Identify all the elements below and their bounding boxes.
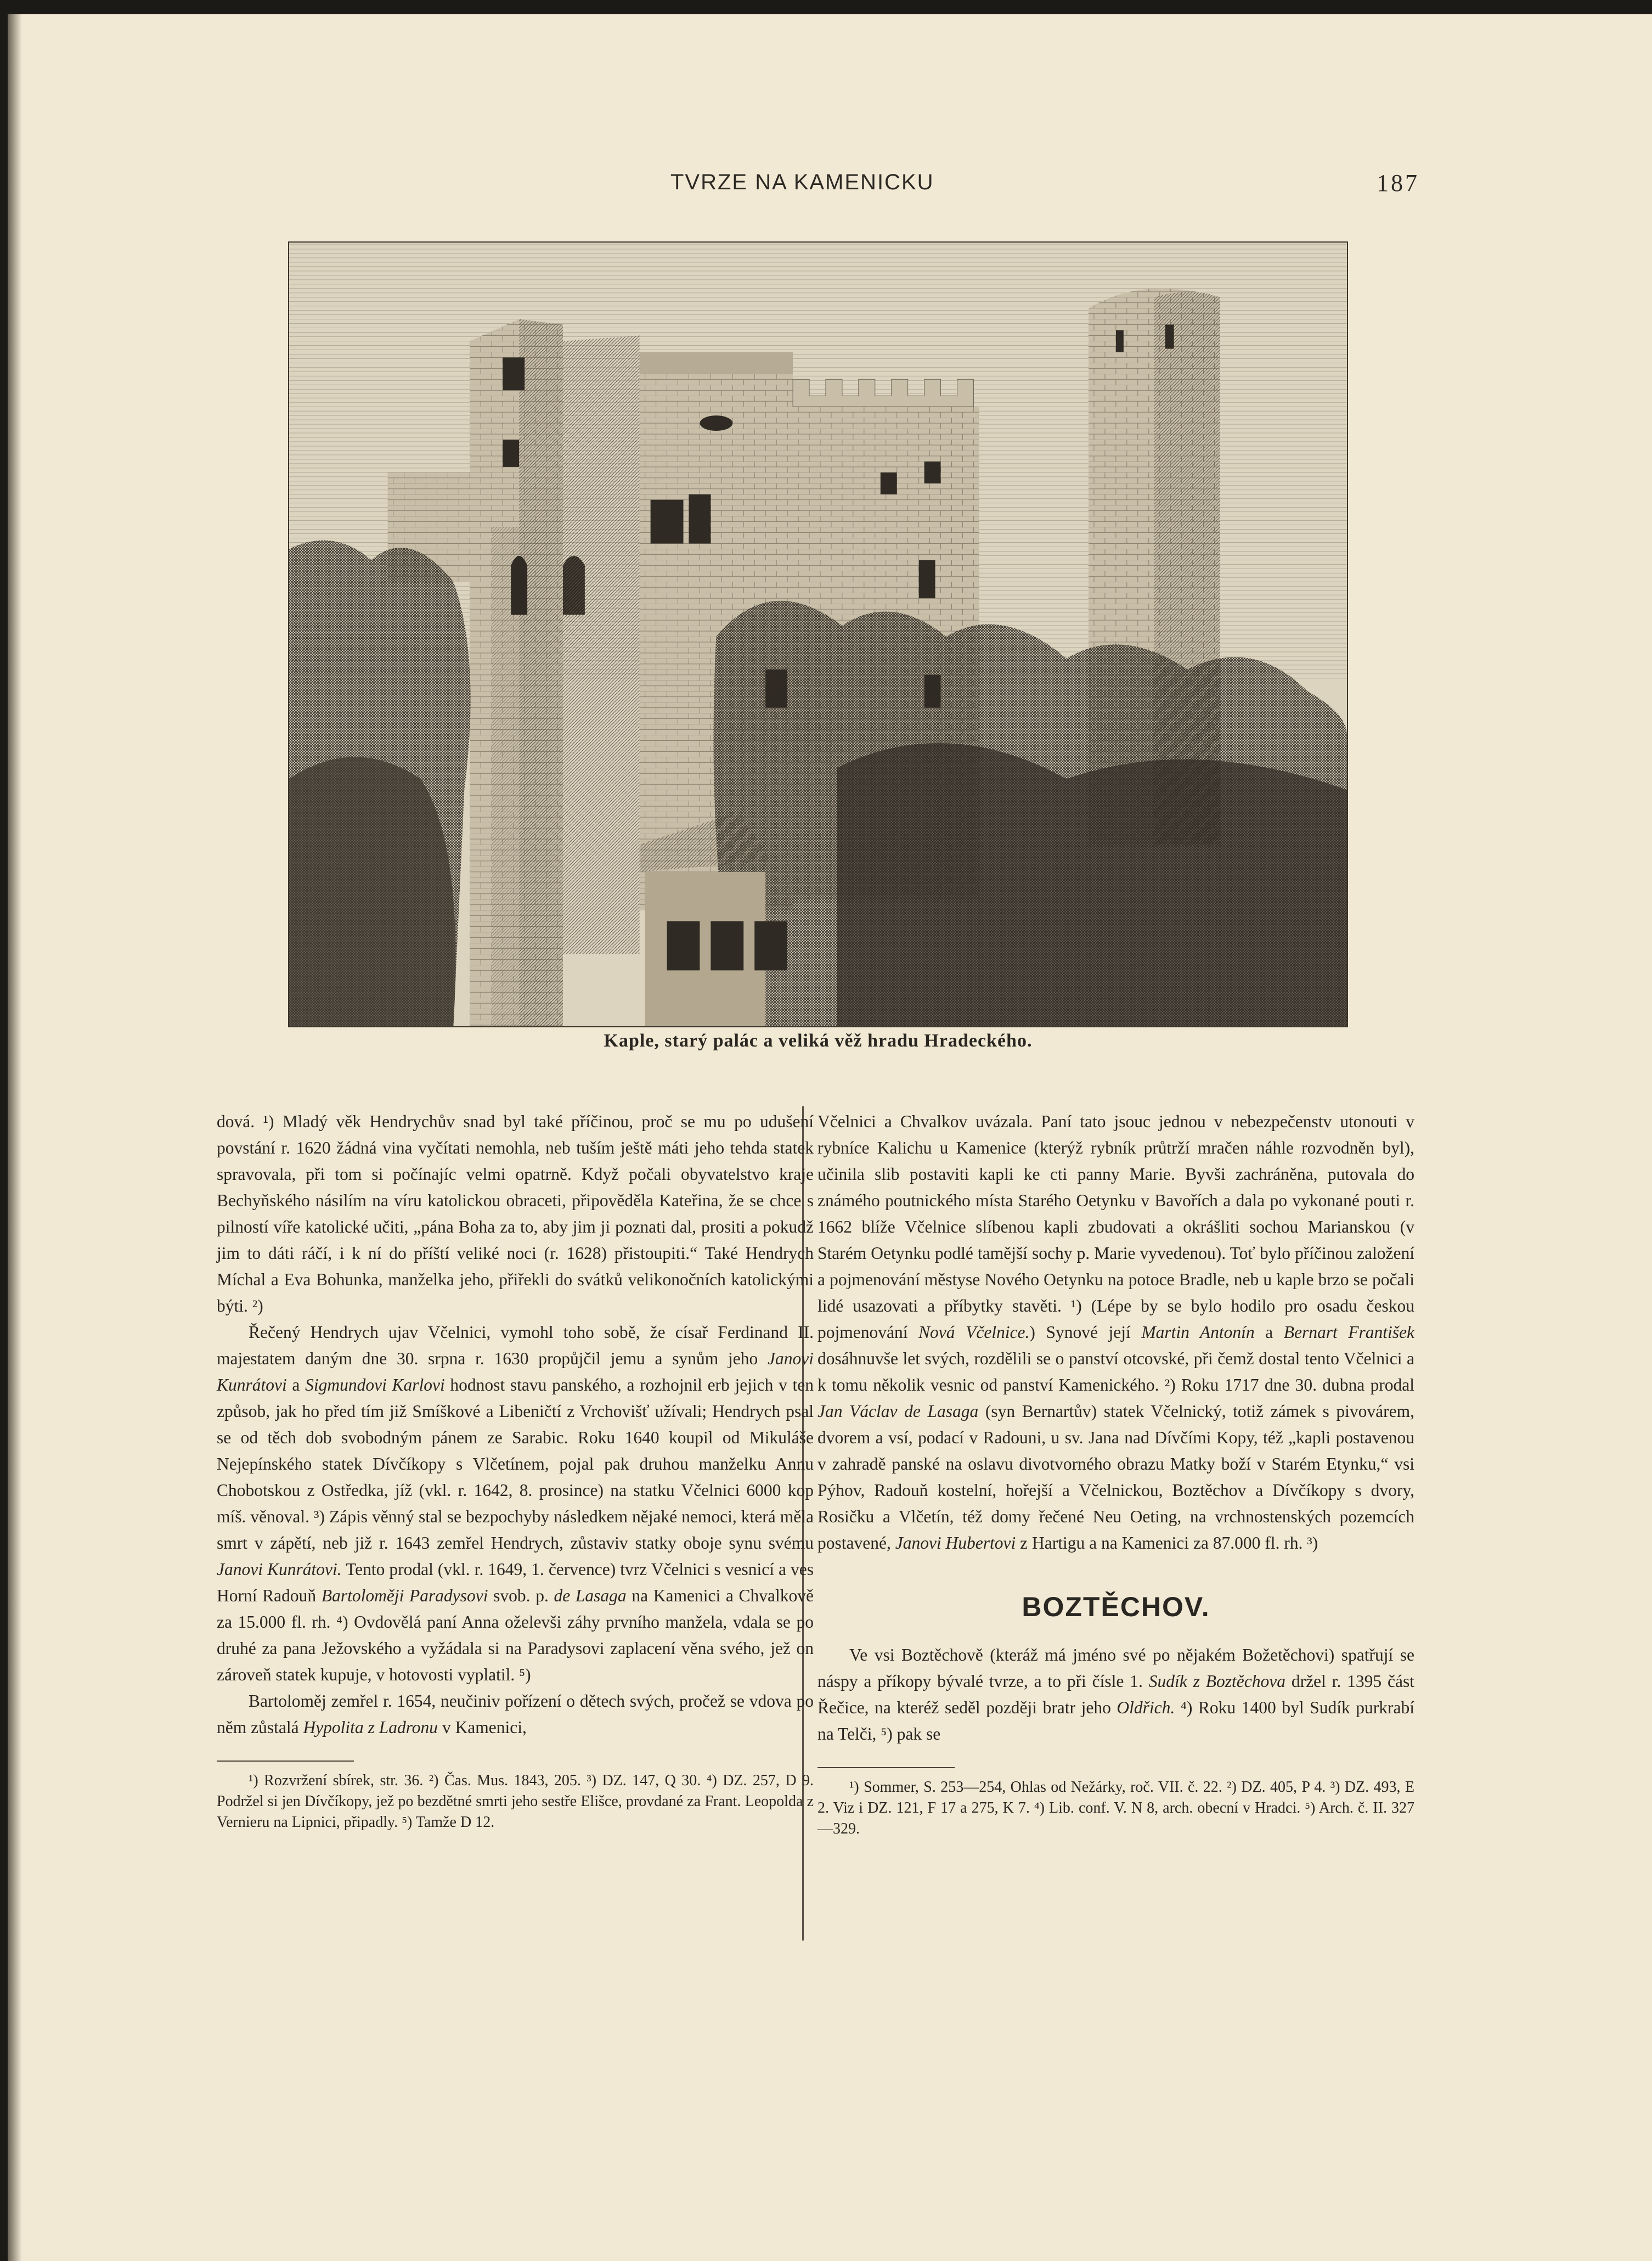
right-paragraph-2: Ve vsi Boztěchově (kteráž má jméno své po nějakém Božetěchovi) spatřují se náspy a příkopy bývalé tvrze, a to při čísle 1. Sudík z Boztěchova držel r. 1395 část Řečice, na kteréž seděl později bratr jeho Oldřich. ⁴) Roku 1400 byl Sudík purkrabí na Telči, ⁵) pak se bbox=[817, 1645, 1414, 1743]
footnote-rule bbox=[817, 1767, 955, 1768]
right-footnotes: ¹) Sommer, S. 253—254, Ohlas od Nežárky, roč. VII. č. 22. ²) DZ. 405, P 4. ³) DZ. 493, E 2. Viz i DZ. 121, F 17 a 275, K 7. ⁴) Lib. conf. V. N 8, arch. obecní v Hradci. ⁵) Arch. č. II. 327—329. bbox=[817, 1779, 1414, 1837]
left-paragraph-2: Řečený Hendrych ujav Včelnici, vymohl toho sobě, že císař Ferdinand II. majestatem daným dne 30. srpna r. 1630 propůjčil jemu a synům jeho Janovi Kunrátovi a Sigmundovi Karlovi hodnost stavu panského, a rozhojnil erb jejich v ten způsob, jak ho před tím již Smíškové a Libeničtí z Vrchovišť užívali; Hendrych psal se od těch dob svobodným pánem ze Sarabic. Roku 1640 koupil od Mikuláše Nejepínského statek Dívčíkopy s Vlčetínem, pojal pak druhou manželku Annu Chobotskou z Ostředka, jíž (vkl. r. 1642, 8. prosince) na statku Včelnici 6000 kop míš. věnoval. ³) Zápis věnný stal se bezpochyby následkem nějaké nemoci, která měla smrt v zápětí, neb již r. 1643 zemřel Hendrych, zůstaviv statky oboje synu svému Janovi Kunrátovi. Tento prodal (vkl. r. 1649, 1. července) tvrz Včelnici s vesnicí a ves Horní Radouň Bartoloměji Paradysovi svob. p. de Lasaga na Kamenici a Chvalkově za 15.000 fl. rh. ⁴) Ovdovělá paní Anna oželevši záhy prvního manžela, vdala se po druhé za pana Ježovského a vyžádala si na Paradysovi zaplacení věna svého, jež on zároveň statek kupuje, v hotovosti vyplatil. ⁵) bbox=[217, 1323, 814, 1684]
person-name: Janovi Kunrátovi. bbox=[217, 1560, 342, 1579]
person-name: Sigmundovi Karlovi bbox=[305, 1375, 445, 1394]
left-paragraph-1: dová. ¹) Mladý věk Hendrychův snad byl také příčinou, proč se mu po udušení povstání r. 1620 žádná vina vyčítati nemohla, neb tuším ještě máti jeho tehda statek spravovala, při tom si počínajíc velmi opatrně. Když počali obyvatelstvo kraje Bechyňského násilím na víru katolickou obraceti, připověděla Kateřina, že se chce s pilností víře katolické učiti, „pána Boha za to, aby jim ji poznati dal, prositi a pokudž jim to dáti ráčí, i k ní do příští veliké noci (r. 1628) přistoupiti.“ Také Hendrych Míchal a Eva Bohunka, manželka jeho, přiřekli do svátků velikonočních katolickými býti. ²) bbox=[217, 1112, 814, 1315]
right-column bbox=[817, 1109, 1414, 1840]
person-name: Janovi Hubertovi bbox=[895, 1533, 1016, 1553]
person-name: Sudík z Boztěchova bbox=[1148, 1672, 1285, 1691]
castle-engraving bbox=[288, 241, 1348, 1027]
page-number: 187 bbox=[1377, 170, 1419, 196]
person-name: Martin Antonín bbox=[1141, 1323, 1255, 1342]
section-heading: BOZTĚCHOV. bbox=[1022, 1591, 1210, 1622]
person-name: Hypolita z Ladronu bbox=[303, 1718, 438, 1737]
place-name: Nová Včelnice. bbox=[918, 1323, 1030, 1342]
left-paragraph-3: Bartoloměj zemřel r. 1654, neučiniv pořízení o dětech svých, pročež se vdova po něm zůstalá Hypolita z Ladronu v Kamenici, bbox=[217, 1691, 814, 1737]
left-column bbox=[217, 1109, 814, 1833]
person-name: Jan Václav de Lasaga bbox=[817, 1402, 979, 1421]
person-name: Janovi Kunrátovi bbox=[217, 1349, 814, 1394]
footnote-rule bbox=[217, 1761, 354, 1762]
castle-engraving-drawing bbox=[289, 243, 1347, 1026]
right-paragraph-1: Včelnici a Chvalkov uvázala. Paní tato jsouc jednou v nebezpečenstv utonouti v rybníce Kalichu u Kamenice (kterýž rybník průtrží mračen náhle rozvodněn byl), učinila slib postaviti kapli ke cti panny Marie. Byvši zachráněna, putovala do známého poutnického místa Starého Oetynku v Bavořích a dala po vykonané pouti r. 1662 blíže Včelnice slíbenou kapli zbudovati a okrášliti sochou Marianskou (v Starém Oetynku podlé tamější sochy p. Marie vyvedenou). Toť bylo příčinou založení a pojmenování městyse Nového Oetynku na potoce Bradle, neb u kaple brzo se počali lidé usazovati a příbytky stavěti. ¹) (Lépe by se bylo hodilo pro osadu českou pojmenování Nová Včelnice.) Synové její Martin Antonín a Bernart František dosáhnuvše let svých, rozdělili se o panství otcovské, při čemž dostal tento Včelnici a k tomu několik vesnic od panství Kamenického. ²) Roku 1717 dne 30. dubna prodal Jan Václav de Lasaga (syn Bernartův) statek Včelnický, totiž zámek s pivovárem, dvorem a vsí, podací v Radouni, u sv. Jana nad Dívčími Kopy, též „kapli postavenou v zahradě panské na oslavu divotvorného obrazu Matky boží v Starém Etynku,“ vsi Pýhov, Radouň kostelní, hořejší a Včelnickou, Boztěchov a Dívčíkopy s dvory, Rosičku a Vlčetín, též domy řečené Neu Oeting, na vrchnostenských pozemcích postavené, Janovi Hubertovi z Hartigu a na Kamenici za 87.000 fl. rh. ³) bbox=[817, 1112, 1415, 1553]
binding-shadow bbox=[8, 14, 22, 2261]
left-footnotes: ¹) Rozvržení sbírek, str. 36. ²) Čas. Mus. 1843, 205. ³) DZ. 147, Q 30. ⁴) DZ. 257, D 9. Podržel si jen Dívčíkopy, jež po bezdětné smrti jeho sestře Elišce, provdané za Frant. Leopolda z Vernieru na Lipnici, připadly. ⁵) Tamže D 12. bbox=[217, 1772, 814, 1831]
person-name: Bernart František bbox=[1283, 1323, 1415, 1342]
running-header: TVRZE NA KAMENICKU bbox=[670, 170, 934, 194]
figure-caption: Kaple, starý palác a veliká věž hradu Hradeckého. bbox=[604, 1031, 1033, 1051]
person-name: Oldřich. bbox=[1117, 1698, 1175, 1717]
person-name: Bartoloměji Paradysovi bbox=[321, 1586, 488, 1605]
person-name: de Lasaga bbox=[554, 1586, 627, 1605]
